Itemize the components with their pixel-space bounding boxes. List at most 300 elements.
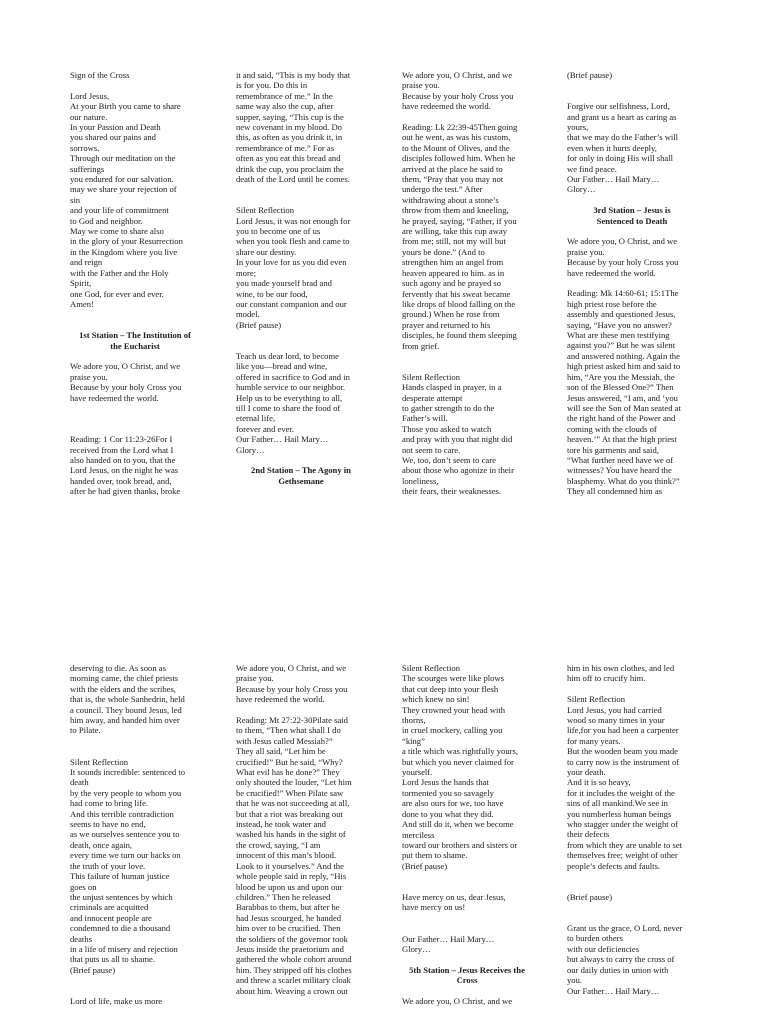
text-line: for only in doing His will shall (567, 153, 673, 164)
text-line: forever and ever. (236, 423, 294, 434)
blank-line (70, 424, 200, 434)
text-line: criminals are acquitted (70, 902, 149, 913)
blank-line (567, 913, 697, 923)
text-line: supper, saying, “This cup is the (236, 111, 344, 122)
text-line: sufferings (70, 163, 105, 174)
text-line: in cruel mockery, calling you (402, 725, 503, 736)
top-column-2 (236, 70, 366, 486)
text-line: and answered nothing. Again the (567, 350, 680, 361)
text-line: Lord Jesus, you had carried (567, 704, 662, 715)
text-line: and reign (70, 257, 103, 268)
text-line: toward our brothers and sisters or (402, 839, 518, 850)
text-line: high priest asked him and said to (567, 361, 681, 372)
blank-line (402, 923, 532, 933)
station-title-line: 1st Station – The Institution of (79, 330, 191, 341)
text-line: for it includes the weight of the (567, 787, 675, 798)
text-line: wine, to be our food, (236, 288, 308, 299)
text-line: from me; still, not my will but (402, 236, 506, 247)
text-line: sorrows. (70, 142, 100, 153)
text-line: This failure of human justice (70, 871, 170, 882)
blank-line (567, 902, 697, 912)
text-line: Have mercy on us, dear Jesus, (402, 891, 506, 902)
text-line: (Brief pause) (402, 860, 448, 871)
text-line: We, too, don’t seem to care (402, 454, 496, 465)
text-line: about those who agonize in their (402, 465, 514, 476)
text-line: Lord Jesus the hands that (402, 777, 489, 788)
text-line: that cut deep into your flesh (402, 683, 499, 694)
station-title-line: 5th Station – Jesus Receives the (409, 964, 525, 975)
text-line: it and said, “This is my body that (236, 70, 351, 80)
top-column-1 (70, 70, 200, 497)
blank-line (236, 195, 366, 205)
text-line: but always to carry the cross of (567, 954, 675, 965)
text-line: from grief. (402, 340, 440, 351)
text-line: tore his garments and said, (567, 444, 659, 455)
text-line: have redeemed the world. (70, 392, 159, 403)
text-line: like you—bread and wine, (236, 361, 328, 372)
text-line: yourself. (402, 767, 433, 778)
text-line: ground.) When he rose from (402, 309, 500, 320)
text-line: Because by your holy Cross you (567, 257, 679, 268)
text-line: Reading: Mt 27:22-30Pilate said (236, 715, 348, 726)
text-line: the unjust sentences by which (70, 891, 173, 902)
blank-line (567, 684, 697, 694)
text-line: new covenant in my blood. Do (236, 122, 342, 133)
blank-line (70, 351, 200, 361)
text-line: to God and neighbor. (70, 215, 143, 226)
text-line: What evil has he done?” They (236, 767, 340, 778)
text-line: withdrawing about a stone’s (402, 194, 499, 205)
text-line: when you took flesh and came to (236, 236, 350, 247)
text-line: him away, and handed him over (70, 715, 180, 726)
text-line: instead, he took water and (236, 819, 326, 830)
text-line: life,for you had been a carpenter (567, 725, 679, 736)
text-line: Silent Reflection (402, 371, 460, 382)
text-line: throw from them and kneeling, (402, 205, 509, 216)
text-line: also handed on to you, that the (70, 454, 176, 465)
text-line: wood so many times in your (567, 715, 665, 726)
text-line: loneliness, (402, 475, 439, 486)
blank-line (567, 278, 697, 288)
text-line: him over to be crucified. Then (236, 923, 341, 934)
station-title-line: Gethsemane (278, 475, 324, 486)
text-line: praise you. (236, 673, 274, 684)
blank-line (402, 986, 532, 996)
text-line: from which they are unable to set (567, 839, 683, 850)
blank-line (236, 341, 366, 351)
text-line: we find peace. (567, 163, 617, 174)
text-line: may we share your rejection of (70, 184, 177, 195)
text-line: Glory… (236, 444, 265, 455)
text-line: in the glory of your Resurrection (70, 236, 183, 247)
text-line: Silent Reflection (567, 694, 625, 705)
blank-line (70, 413, 200, 423)
blank-line (402, 913, 532, 923)
blank-line (402, 361, 532, 371)
blank-line (70, 736, 200, 746)
blank-line (402, 871, 532, 881)
text-line: till I come to share the food of (236, 402, 341, 413)
text-line: that is, the whole Sanhedrin, held (70, 694, 185, 705)
blank-line (402, 882, 532, 892)
text-line: saying, “Have you no answer? (567, 319, 672, 330)
text-line: have mercy on us! (402, 902, 466, 913)
text-line: The scourges were like plows (402, 673, 504, 684)
text-line: prayer and returned to his (402, 319, 491, 330)
text-line: he prayed, saying, “Father, if you (402, 215, 517, 226)
text-line: Glory… (402, 943, 431, 954)
text-line: sin (70, 194, 81, 205)
text-line: Because by your holy Cross you (236, 683, 348, 694)
blank-line (70, 403, 200, 413)
station-title-line: Cross (456, 975, 478, 986)
text-line: have redeemed the world. (567, 267, 656, 278)
text-line: Reading: Mk 14:60-61; 15:1The (567, 288, 679, 299)
text-line: and pray with you that night did (402, 434, 513, 445)
text-line: had come to bring life. (70, 798, 149, 809)
text-line: Lord of life, make us more (70, 995, 163, 1006)
text-line: their defects (567, 829, 610, 840)
text-line: praise you. (70, 371, 108, 382)
text-line: handed over, took bread, and, (70, 475, 172, 486)
text-line: this, as often as you drink it, in (236, 132, 343, 143)
text-line: more; (236, 267, 257, 278)
text-line: are willing, take this cup away (402, 226, 508, 237)
text-line: gathered the whole cohort around (236, 954, 352, 965)
text-line: themselves free; weight of other (567, 850, 678, 861)
blank-line (567, 80, 697, 90)
text-line: with our deficiencies (567, 943, 640, 954)
text-line: blasphemy. What do you think?” (567, 475, 680, 486)
text-line: coming with the clouds of (567, 423, 657, 434)
text-line: In your Passion and Death (70, 122, 161, 133)
text-line: the truth of your love. (70, 860, 146, 871)
text-line: remembrance of me.” In the (236, 90, 333, 101)
blank-line (567, 226, 697, 236)
text-line: the right hand of the Power and (567, 413, 676, 424)
text-line: disciples followed him. When he (402, 153, 516, 164)
text-line: strengthen him an angel from (402, 257, 504, 268)
blank-line (567, 882, 697, 892)
text-line: deaths (70, 933, 92, 944)
text-line: that puts us all to shame. (70, 954, 155, 965)
text-line: have redeemed the world. (236, 694, 325, 705)
text-line: blood be upon us and upon our (236, 881, 343, 892)
text-line: them, “Pray that you may not (402, 174, 504, 185)
blank-line (402, 351, 532, 361)
text-line: children.” Then he released (236, 891, 331, 902)
text-line: him off to crucify him. (567, 673, 646, 684)
text-line: humble service to our neighbor. (236, 382, 346, 393)
text-line: We adore you, O Christ, and we (402, 995, 513, 1006)
blank-line (70, 975, 200, 985)
text-line: him, “Are you the Messiah, the (567, 371, 675, 382)
text-line: even when it hurts deeply, (567, 142, 657, 153)
blank-line (70, 320, 200, 330)
text-line: remembrance of me.” For as (236, 142, 335, 153)
blank-line (402, 112, 532, 122)
text-line: with Jesus called Messiah?” (236, 735, 333, 746)
text-line: often as you eat this bread and (236, 153, 341, 164)
text-line: condemned to die a thousand (70, 923, 171, 934)
text-line: and your life of commitment (70, 205, 169, 216)
blank-line (567, 195, 697, 205)
text-line: their fears, their weaknesses. (402, 486, 502, 497)
text-line: whole people said in reply, “His (236, 871, 347, 882)
text-line: Jesus answered, “I am, and ‘you (567, 392, 678, 403)
text-line: Our Father… Hail Mary… (236, 434, 329, 445)
text-line: Spirit, (70, 278, 92, 289)
text-line: Our Father… Hail Mary… (402, 933, 495, 944)
text-line: you shared our pains and (70, 132, 156, 143)
text-line: high priest rose before the (567, 298, 657, 309)
text-line: after he had given thanks, broke (70, 486, 181, 497)
text-line: against you?” But he was silent (567, 340, 676, 351)
text-line: death (70, 777, 89, 788)
bottom-column-1 (70, 663, 200, 1006)
text-line: and threw a scarlet military cloak (236, 975, 351, 986)
text-line: praise you. (402, 80, 440, 91)
text-line: Reading: 1 Cor 11:23-26For I (70, 434, 173, 445)
text-line: Amen! (70, 298, 94, 309)
text-line: undergo the test.” After (402, 184, 483, 195)
text-line: witnesses? You have heard the (567, 465, 672, 476)
text-line: deserving to die. As soon as (70, 663, 166, 673)
bottom-column-3 (402, 663, 532, 1006)
text-line: received from the Lord what I (70, 444, 174, 455)
blank-line (236, 184, 366, 194)
text-line: the crowd, saying, “I am (236, 839, 321, 850)
text-line: one God, for ever and ever. (70, 288, 164, 299)
text-line: sins of all mankind.We see in (567, 798, 668, 809)
text-line: disciples, he found them sleeping (402, 330, 517, 341)
text-line: In your love for us you did even (236, 257, 347, 268)
text-line: yours, (567, 122, 589, 132)
blank-line (70, 746, 200, 756)
text-line: What are these men testifying (567, 330, 670, 341)
text-line: a title which was rightfully yours, (402, 746, 518, 757)
text-line: Silent Reflection (70, 756, 128, 767)
blank-line (236, 455, 366, 465)
bottom-column-4 (567, 663, 697, 996)
text-line: Help us to be everything to all, (236, 392, 343, 403)
text-line: (Brief pause) (70, 964, 116, 975)
text-line: (Brief pause) (567, 70, 613, 80)
blank-line (70, 309, 200, 319)
text-line: (Brief pause) (236, 319, 282, 330)
text-line: which knew no sin! (402, 694, 470, 705)
text-line: who stagger under the weight of (567, 819, 678, 830)
station-title-line: the Eucharist (110, 340, 160, 351)
text-line: to Pilate. (70, 725, 101, 736)
text-line: fervently that his sweat became (402, 288, 511, 299)
text-line: will see the Son of Man seated at (567, 402, 681, 413)
text-line: that he was not succeeding at all, (236, 798, 350, 809)
blank-line (236, 705, 366, 715)
text-line: heaven.’” At that the high priest (567, 434, 677, 445)
text-line: for many years. (567, 735, 621, 746)
text-line: Father’s will. (402, 413, 448, 424)
text-line: “What further need have we of (567, 454, 674, 465)
text-line: share our destiny. (236, 246, 297, 257)
text-line: but that a riot was breaking out (236, 808, 343, 819)
text-line: with the Father and the Holy (70, 267, 169, 278)
text-line: drink the cup, you proclaim the (236, 163, 344, 174)
text-line: only shouted the louder, “Let him (236, 777, 352, 788)
text-line: be crucified!” When Pilate saw (236, 787, 344, 798)
text-line: have redeemed the world. (402, 101, 491, 112)
text-line: washed his hands in the sight of (236, 829, 346, 840)
text-line: by the very people to whom you (70, 787, 182, 798)
top-column-4 (567, 70, 697, 497)
blank-line (567, 871, 697, 881)
text-line: to gather strength to do the (402, 402, 495, 413)
text-line: Lord Jesus, it was not enough for (236, 215, 351, 226)
text-line: and innocent people are (70, 912, 152, 923)
text-line: innocent of this man’s blood. (236, 850, 337, 861)
text-line: every time we turn our backs on (70, 850, 181, 861)
text-line: him. They stripped off his clothes (236, 964, 352, 975)
text-line: same way also the cup, after (236, 101, 334, 112)
text-line: Those you asked to watch (402, 423, 492, 434)
blank-line (70, 80, 200, 90)
blank-line (567, 91, 697, 101)
text-line: you to become one of us (236, 226, 321, 237)
text-line: death of the Lord until he comes. (236, 174, 350, 185)
text-line: that we may do the Father’s will (567, 132, 679, 143)
text-line: It sounds incredible: sentenced to (70, 767, 186, 778)
text-line: praise you. (567, 246, 605, 257)
text-line: At your Birth you came to share (70, 101, 181, 112)
text-line: Sign of the Cross (70, 70, 130, 80)
text-line: about him. Weaving a crown out (236, 985, 348, 996)
text-line: We adore you, O Christ, and we (70, 361, 181, 372)
station-title-line: 2nd Station – The Agony in (251, 465, 351, 476)
text-line: son of the Blessed One?” Then (567, 382, 674, 393)
text-line: you endured for our salvation. (70, 174, 174, 185)
text-line: people’s defects and faults. (567, 860, 661, 871)
text-line: death, once again, (70, 839, 133, 850)
text-line: goes on (70, 881, 97, 892)
text-line: such agony and he prayed so (402, 278, 502, 289)
text-line: you. (567, 975, 583, 986)
text-line: They all condemned him as (567, 486, 662, 497)
text-line: Look to it yourselves.” And the (236, 860, 344, 871)
text-line: thorns, (402, 715, 426, 726)
text-line: But the wooden beam you made (567, 746, 678, 757)
text-line: Silent Reflection (402, 663, 460, 673)
text-line: Lord Jesus, (70, 90, 110, 101)
text-line: Hands clasped in prayer, in a (402, 382, 502, 393)
text-line: crucified!” But he said, “Why? (236, 756, 343, 767)
text-line: the soldiers of the governor took (236, 933, 348, 944)
text-line: We adore you, O Christ, and we (402, 70, 513, 80)
text-line: heaven appeared to him. as in (402, 267, 505, 278)
text-line: but which you never claimed for (402, 756, 514, 767)
text-line: morning came, the chief priests (70, 673, 179, 684)
text-line: not seem to care. (402, 444, 461, 455)
text-line: like drops of blood falling on the (402, 298, 516, 309)
text-line: out he went, as was his custom, (402, 132, 511, 143)
text-line: in the Kingdom where you live (70, 246, 178, 257)
text-line: our constant companion and our (236, 298, 347, 309)
text-line: as we ourselves sentence you to (70, 829, 180, 840)
bottom-column-2 (236, 663, 366, 996)
text-line: with the elders and the scribes, (70, 683, 176, 694)
blank-line (402, 954, 532, 964)
text-line: to carry now is the instrument of (567, 756, 680, 767)
text-line: Through our meditation on the (70, 153, 176, 164)
text-line: had Jesus scourged, he handed (236, 912, 342, 923)
text-line: Glory… (567, 184, 596, 195)
text-line: Lord Jesus, on the night he was (70, 465, 179, 476)
text-line: a council. They bound Jesus, led (70, 704, 182, 715)
text-line: Silent Reflection (236, 205, 294, 216)
text-line: And still do it, when we become (402, 819, 514, 830)
text-line: are also ours for we, too have (402, 798, 504, 809)
text-line: And it is so heavy, (567, 777, 631, 788)
text-line: your death. (567, 767, 606, 778)
top-column-3 (402, 70, 532, 497)
text-line: Grant us the grace, O Lord, never (567, 923, 683, 934)
blank-line (236, 330, 366, 340)
text-line: you made yourself brad and (236, 278, 332, 289)
text-line: arrived at the place he said to (402, 163, 503, 174)
text-line: merciless (402, 829, 435, 840)
blank-line (70, 986, 200, 996)
text-line: Our Father… Hail Mary… (567, 174, 660, 185)
text-line: seems to have no end, (70, 819, 146, 830)
text-line: Because by your holy Cross you (402, 90, 514, 101)
text-line: assembly and questioned Jesus, (567, 309, 676, 320)
text-line: desperate attempt (402, 392, 463, 403)
text-line: to them, “Then what shall I do (236, 725, 341, 736)
station-title-line: Sentenced to Death (596, 215, 668, 226)
text-line: Forgive our selfishness, Lord, (567, 101, 670, 112)
text-line: done to you what they did. (402, 808, 494, 819)
text-line: We adore you, O Christ, and we (236, 663, 347, 673)
text-line: We adore you, O Christ, and we (567, 236, 678, 247)
text-line: Because by your holy Cross you (70, 382, 182, 393)
text-line: (Brief pause) (567, 891, 613, 902)
text-line: our nature. (70, 111, 108, 122)
text-line: Reading: Lk 22:39-45Then going (402, 122, 518, 133)
text-line: May we come to share also (70, 226, 164, 237)
text-line: They all said, “Let him be (236, 746, 326, 757)
text-line: put them to shame. (402, 850, 468, 861)
text-line: And this terrible contradiction (70, 808, 174, 819)
text-line: Jesus inside the praetorium and (236, 943, 344, 954)
text-line: model. (236, 309, 260, 320)
text-line: Our Father… Hail Mary… (567, 985, 660, 996)
text-line: Barabbas to them, but after he (236, 902, 340, 913)
text-line: is for you. Do this in (236, 80, 308, 91)
text-line: “king” (402, 735, 425, 746)
text-line: and grant us a heart as caring as (567, 111, 677, 122)
text-line: offered in sacrifice to God and in (236, 371, 350, 382)
text-line: to the Mount of Olives, and the (402, 142, 510, 153)
text-line: our daily duties in union with (567, 964, 669, 975)
text-line: in a life of misery and rejection (70, 943, 178, 954)
station-title-line: 3rd Station – Jesus is (593, 205, 671, 216)
text-line: you numberless human beings (567, 808, 672, 819)
text-line: Teach us dear lord, to become (236, 350, 339, 361)
text-line: They crowned your head with (402, 704, 506, 715)
text-line: him in his own clothes, and led (567, 663, 675, 673)
text-line: tormented you so savagely (402, 787, 494, 798)
text-line: to burden others (567, 933, 623, 944)
text-line: eternal life, (236, 413, 276, 424)
